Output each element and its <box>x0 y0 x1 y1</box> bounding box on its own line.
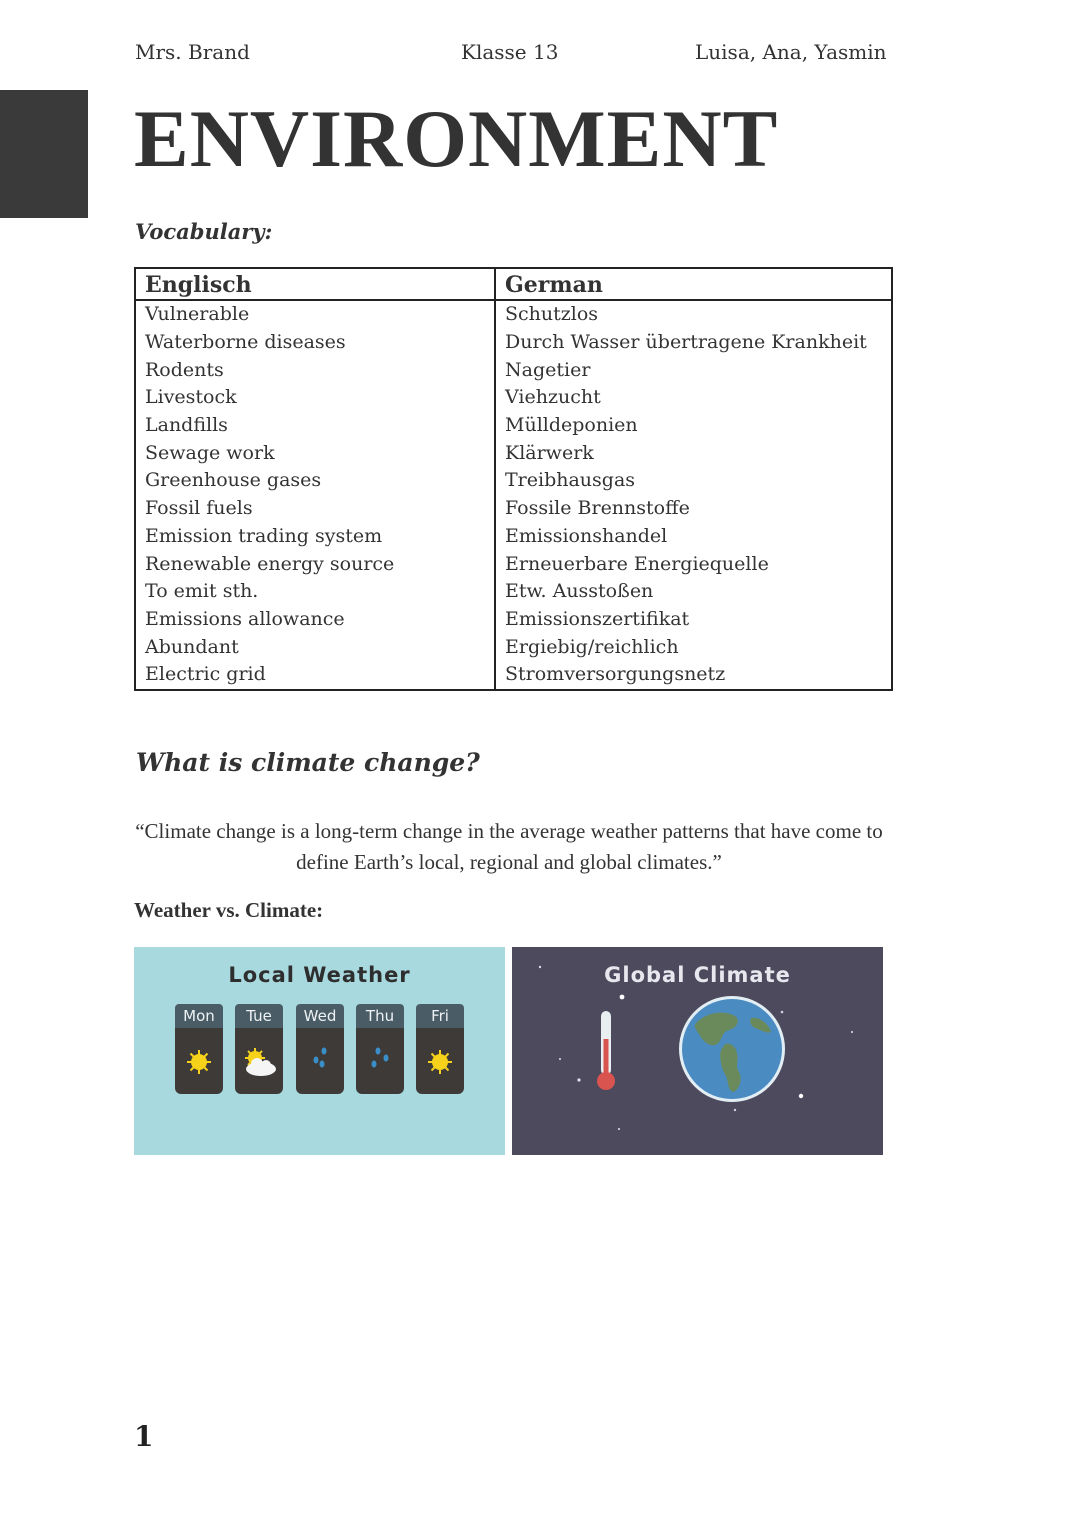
english-term: Fossil fuels <box>135 495 495 523</box>
column-header-german: German <box>495 268 892 300</box>
german-term: Emissionshandel <box>505 524 668 547</box>
page-number: 1 <box>134 1420 154 1453</box>
table-row <box>135 356 892 384</box>
chapter-tab-marker <box>0 90 88 218</box>
day-label: Thu <box>356 1004 404 1028</box>
english-term: Emission trading system <box>135 523 495 551</box>
table-row <box>135 495 892 523</box>
day-label: Fri <box>416 1004 464 1028</box>
english-term: Electric grid <box>135 661 495 690</box>
german-term: Ergiebig/reichlich <box>505 635 679 658</box>
table-row <box>135 329 892 357</box>
forecast-day-card <box>235 1004 283 1094</box>
german-term: Erneuerbare Energiequelle <box>505 552 769 575</box>
partly-cloudy-icon <box>235 1028 283 1094</box>
column-header-english: Englisch <box>135 268 495 300</box>
header-class: Klasse 13 <box>461 40 559 64</box>
table-row <box>135 467 892 495</box>
table-row <box>135 606 892 634</box>
english-term: Rodents <box>135 356 495 384</box>
english-term: Vulnerable <box>135 300 495 329</box>
vocabulary-table <box>134 267 893 691</box>
local-weather-illustration <box>134 947 505 1155</box>
table-row <box>135 300 892 329</box>
english-term: Greenhouse gases <box>135 467 495 495</box>
day-label: Tue <box>235 1004 283 1028</box>
forecast-day-card <box>416 1004 464 1094</box>
earth-globe-icon <box>677 994 787 1104</box>
sun-icon <box>416 1028 464 1094</box>
english-term: To emit sth. <box>135 578 495 606</box>
german-term: Stromversorgungsnetz <box>505 663 726 686</box>
day-label: Wed <box>296 1004 344 1028</box>
table-row <box>135 384 892 412</box>
english-term: Landfills <box>135 412 495 440</box>
page-title: ENVIRONMENT <box>134 93 779 184</box>
sun-icon <box>175 1028 223 1094</box>
german-term: Mülldeponien <box>505 414 638 437</box>
table-row <box>135 633 892 661</box>
weather-vs-climate-heading: Weather vs. Climate: <box>134 898 324 922</box>
english-term: Emissions allowance <box>135 606 495 634</box>
english-term: Sewage work <box>135 439 495 467</box>
german-term: Emissionszertifikat <box>505 607 690 630</box>
german-term: Schutzlos <box>505 303 599 326</box>
german-term: Fossile Brennstoffe <box>505 497 690 520</box>
table-row <box>135 661 892 690</box>
german-term: Treibhausgas <box>505 469 636 492</box>
table-row <box>135 550 892 578</box>
table-row <box>135 523 892 551</box>
german-term: Nagetier <box>505 358 591 381</box>
english-term: Renewable energy source <box>135 550 495 578</box>
global-climate-illustration <box>512 947 883 1155</box>
header-teacher: Mrs. Brand <box>135 40 250 64</box>
climate-change-heading: What is climate change? <box>136 748 480 777</box>
vocabulary-heading: Vocabulary: <box>135 219 273 244</box>
forecast-day-card <box>296 1004 344 1094</box>
german-term: Viehzucht <box>505 386 601 409</box>
table-row <box>135 439 892 467</box>
local-weather-title: Local Weather <box>228 963 411 987</box>
rain-icon <box>356 1028 404 1094</box>
table-header-row <box>135 268 892 300</box>
forecast-day-card <box>356 1004 404 1094</box>
table-row <box>135 412 892 440</box>
thermometer-icon <box>594 1009 618 1093</box>
english-term: Waterborne diseases <box>135 329 495 357</box>
global-climate-title: Global Climate <box>604 963 791 987</box>
forecast-day-card <box>175 1004 223 1094</box>
table-row <box>135 578 892 606</box>
rain-icon <box>296 1028 344 1094</box>
day-label: Mon <box>175 1004 223 1028</box>
english-term: Abundant <box>135 633 495 661</box>
german-term: Klärwerk <box>505 441 594 464</box>
header-authors: Luisa, Ana, Yasmin <box>695 40 887 64</box>
english-term: Livestock <box>135 384 495 412</box>
german-term: Durch Wasser übertragene Krankheit <box>505 331 867 354</box>
climate-change-definition-quote: “Climate change is a long-term change in the average weather patterns that have come to define Earth’s local, regional and global climates.” <box>135 819 883 874</box>
german-term: Etw. Ausstoßen <box>505 580 654 603</box>
